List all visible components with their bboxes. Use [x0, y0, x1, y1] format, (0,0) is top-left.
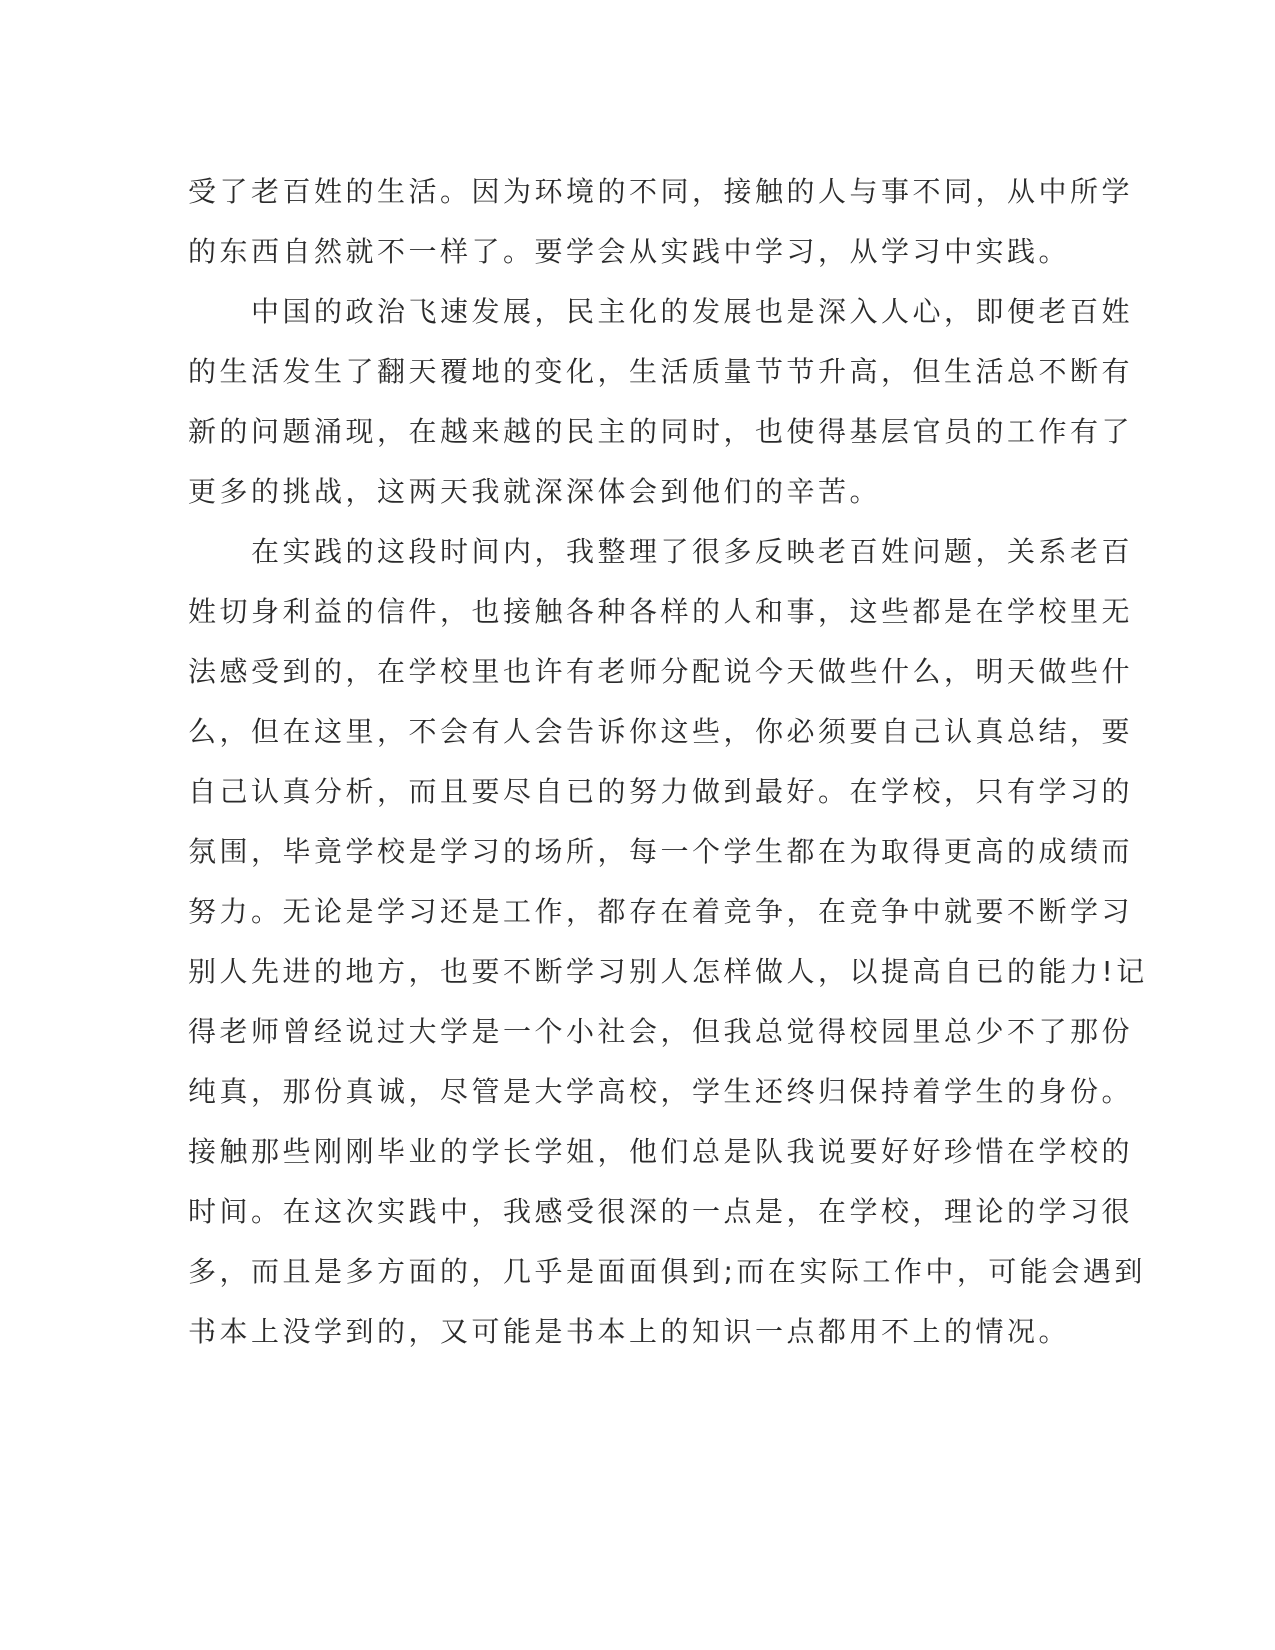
text-line: 法感受到的，在学校里也许有老师分配说今天做些什么，明天做些什	[188, 655, 1134, 688]
text-line: 别人先进的地方，也要不断学习别人怎样做人，以提高自已的能力!记	[188, 955, 1148, 988]
text-line: 氛围，毕竟学校是学习的场所，每一个学生都在为取得更高的成绩而	[188, 835, 1134, 868]
text-line: 书本上没学到的，又可能是书本上的知识一点都用不上的情况。	[188, 1315, 1071, 1348]
text-line: 的生活发生了翻天覆地的变化，生活质量节节升高，但生活总不断有	[188, 355, 1134, 388]
text-line: 么，但在这里，不会有人会告诉你这些，你必须要自己认真总结，要	[188, 715, 1134, 748]
text-line: 多，而且是多方面的，几乎是面面俱到;而在实际工作中，可能会遇到	[188, 1255, 1146, 1288]
text-line: 自己认真分析，而且要尽自已的努力做到最好。在学校，只有学习的	[188, 775, 1134, 808]
text-line: 新的问题涌现，在越来越的民主的同时，也使得基层官员的工作有了	[188, 415, 1134, 448]
text-line: 中国的政治飞速发展，民主化的发展也是深入人心，即便老百姓	[188, 295, 1134, 328]
text-line: 的东西自然就不一样了。要学会从实践中学习，从学习中实践。	[188, 235, 1071, 268]
text-line: 努力。无论是学习还是工作，都存在着竞争，在竞争中就要不断学习	[188, 895, 1134, 928]
text-line: 姓切身利益的信件，也接触各种各样的人和事，这些都是在学校里无	[188, 595, 1134, 628]
text-line: 时间。在这次实践中，我感受很深的一点是，在学校，理论的学习很	[188, 1195, 1134, 1228]
text-line: 更多的挑战，这两天我就深深体会到他们的辛苦。	[188, 475, 882, 508]
text-line: 接触那些刚刚毕业的学长学姐，他们总是队我说要好好珍惜在学校的	[188, 1135, 1134, 1168]
text-line: 得老师曾经说过大学是一个小社会，但我总觉得校园里总少不了那份	[188, 1015, 1134, 1048]
body-text	[188, 162, 1148, 1362]
text-line: 受了老百姓的生活。因为环境的不同，接触的人与事不同，从中所学	[188, 175, 1134, 208]
text-line: 纯真，那份真诚，尽管是大学高校，学生还终归保持着学生的身份。	[188, 1075, 1134, 1108]
text-line: 在实践的这段时间内，我整理了很多反映老百姓问题，关系老百	[188, 535, 1134, 568]
